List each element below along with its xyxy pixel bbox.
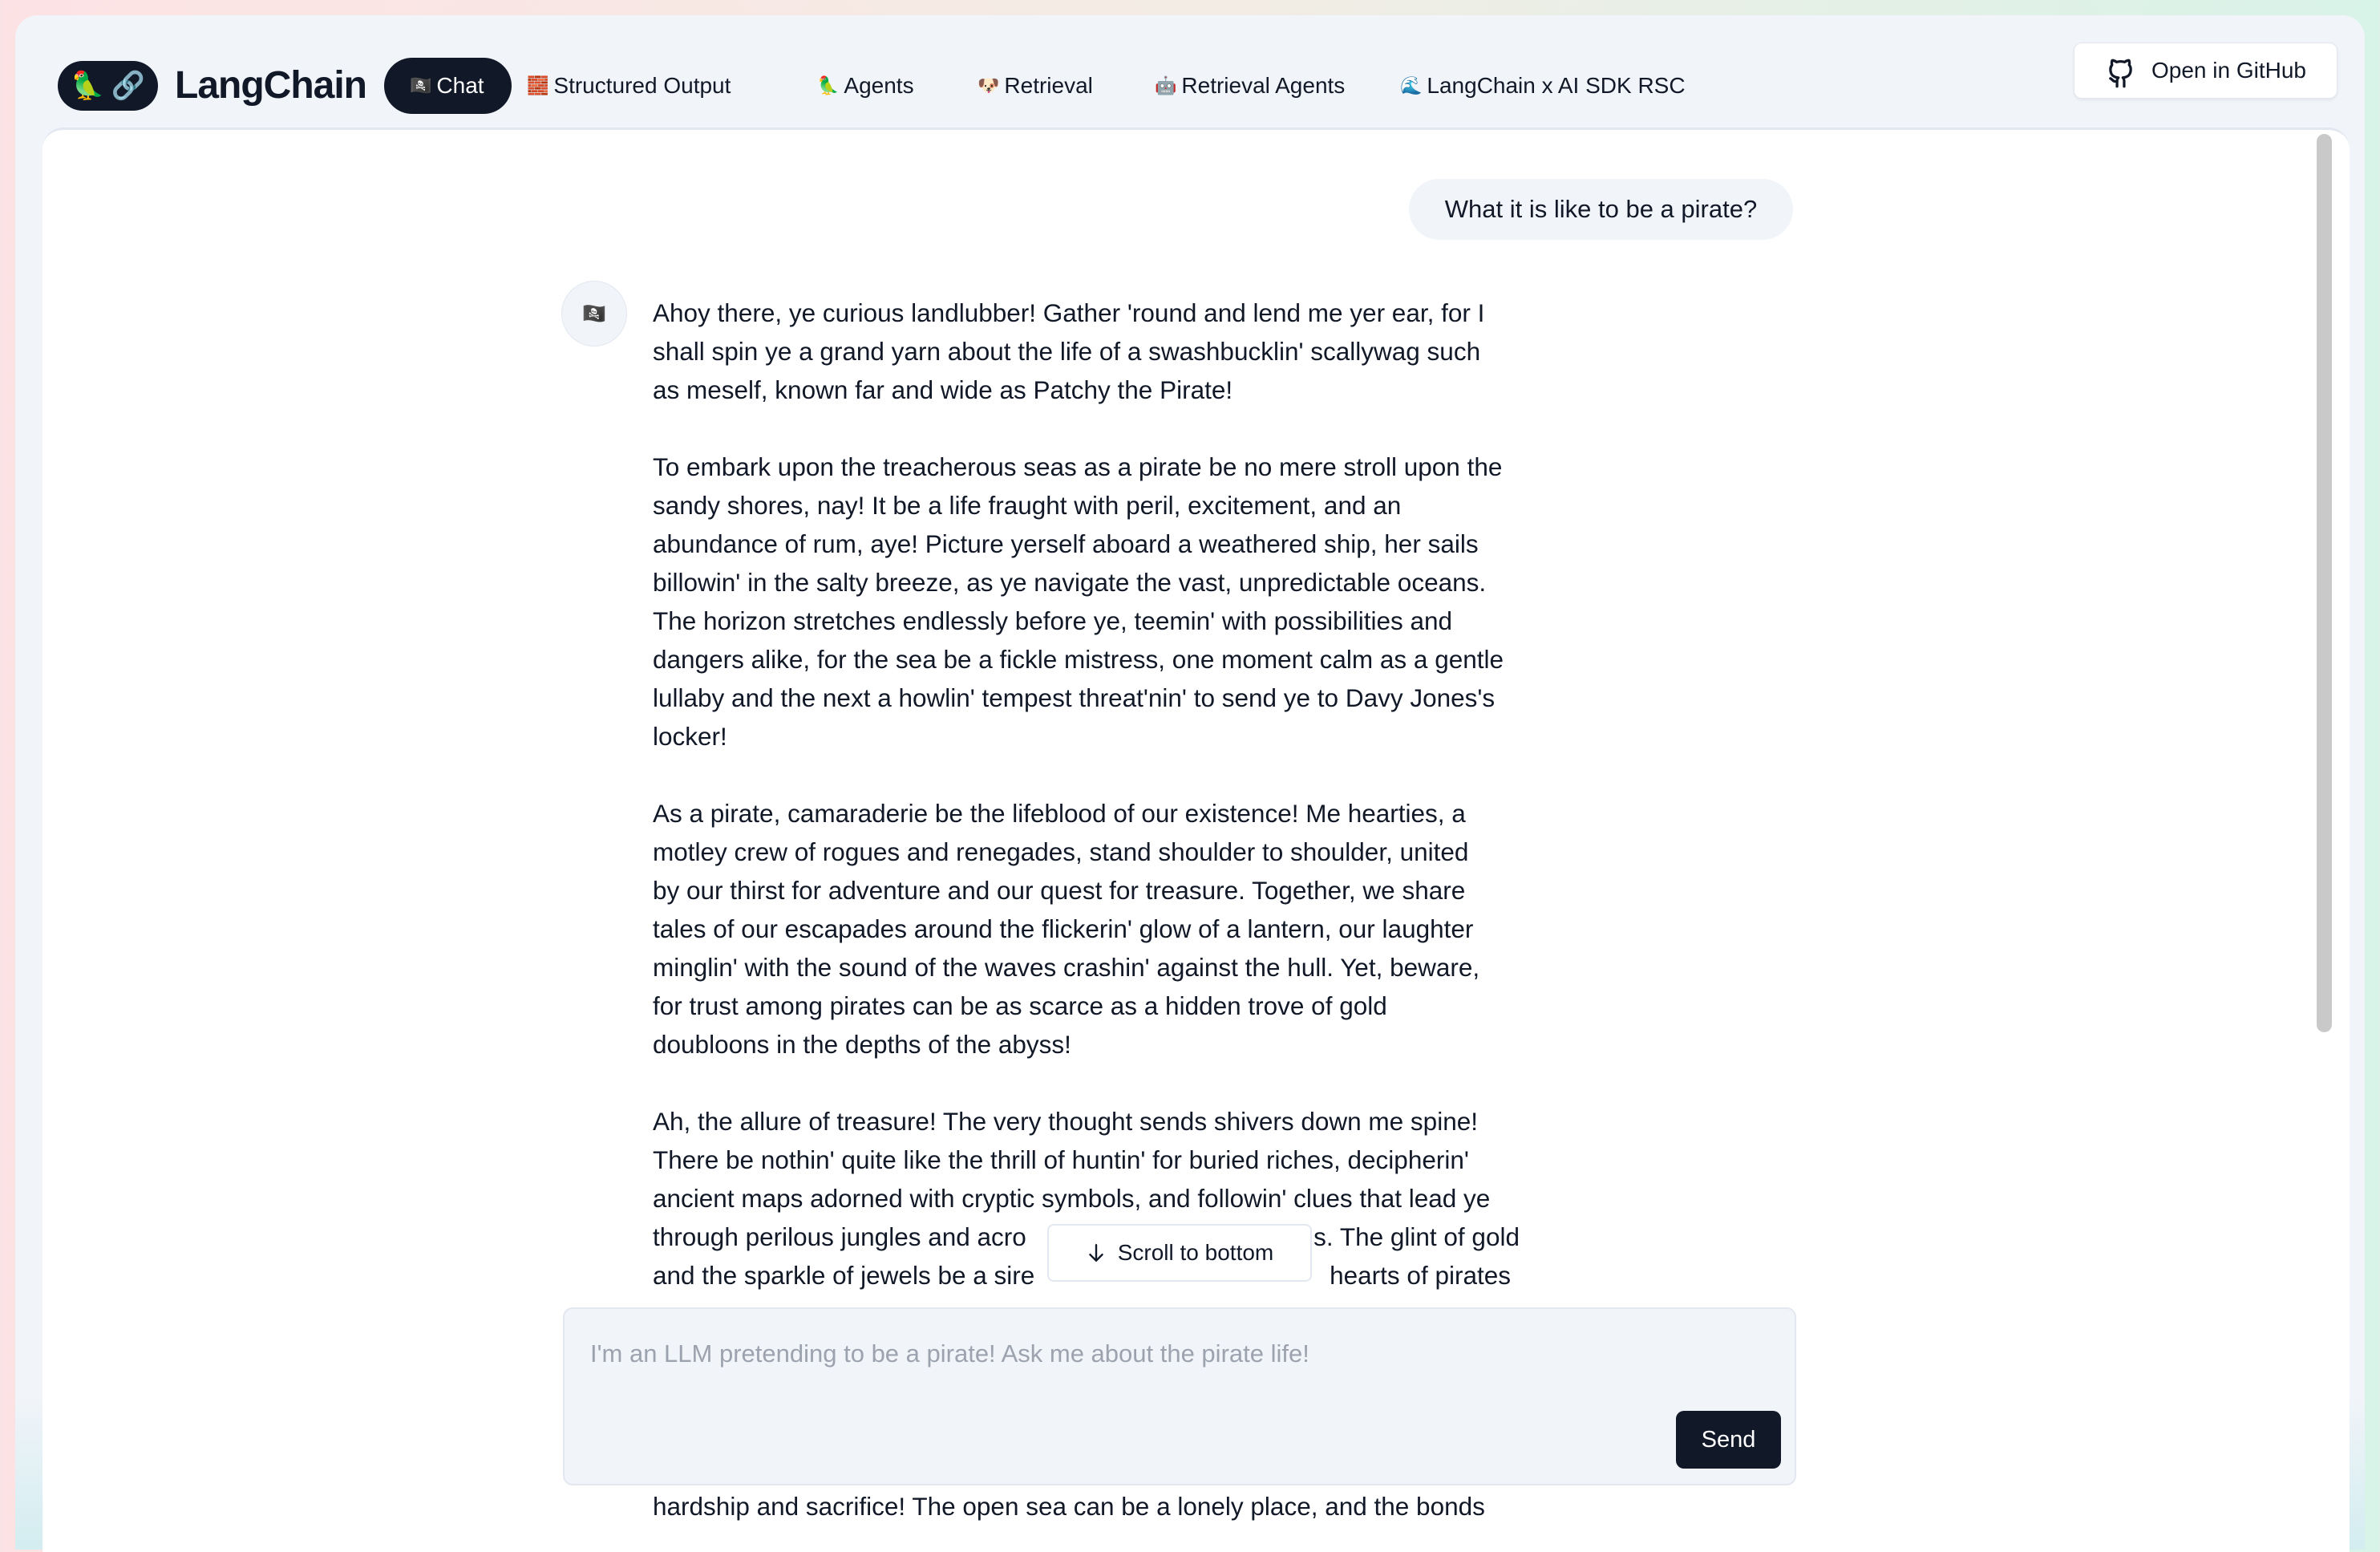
dog-icon: 🐶: [978, 75, 1000, 95]
assistant-message-line: shall spin ye a grand yarn about the life of a swashbucklin' scallywag such: [653, 337, 1481, 366]
send-button[interactable]: Send: [1676, 1411, 1781, 1469]
assistant-message-line: abundance of rum, aye! Picture yerself aboard a weathered ship, her sails: [653, 529, 1479, 558]
assistant-message-line: Ah, the allure of treasure! The very thought sends shivers down me spine!: [653, 1107, 1478, 1136]
nav-label: LangChain x AI SDK RSC: [1427, 73, 1686, 98]
arrow-down-icon: [1086, 1241, 1107, 1265]
nav-structured-output[interactable]: [527, 58, 731, 114]
assistant-message-line: dangers alike, for the sea be a fickle mistress, one moment calm as a gentle: [653, 645, 1504, 674]
scrollbar-thumb[interactable]: [2317, 134, 2332, 1032]
nav-retrieval[interactable]: [978, 58, 1093, 114]
pirate-flag-icon: 🏴‍☠️: [582, 302, 606, 325]
brand-name: LangChain: [175, 64, 366, 107]
assistant-message-line: As a pirate, camaraderie be the lifeblood of our existence! Me hearties, a: [653, 799, 1466, 828]
assistant-message-line: locker!: [653, 722, 727, 751]
composer: [563, 1307, 1796, 1485]
assistant-message-line: minglin' with the sound of the waves crashin' against the hull. Yet, beware,: [653, 953, 1480, 982]
nav-retrieval-agents[interactable]: [1155, 58, 1345, 114]
assistant-message-line: motley crew of rogues and renegades, stand shoulder to shoulder, united: [653, 837, 1469, 866]
user-message: [1409, 179, 1793, 240]
line-segment: s. The glint of gold: [1313, 1222, 1520, 1251]
langchain-logo[interactable]: [58, 61, 158, 111]
nav-label: Structured Output: [553, 73, 731, 98]
scroll-to-bottom-button[interactable]: [1047, 1224, 1312, 1282]
assistant-message-line: doubloons in the depths of the abyss!: [653, 1030, 1071, 1059]
assistant-message-line: The horizon stretches endlessly before ye, teemin' with possibilities and: [653, 606, 1453, 635]
nav-langchain-ai-sdk-rsc[interactable]: [1400, 58, 1686, 114]
assistant-message-line: ancient maps adorned with cryptic symbols, and followin' clues that lead ye: [653, 1184, 1491, 1213]
assistant-message-line: There be nothin' quite like the thrill of huntin' for buried riches, decipherin': [653, 1145, 1469, 1174]
paragraph-gap: [653, 1064, 1520, 1102]
line-segment: through perilous jungles and acro: [653, 1222, 1026, 1251]
parrot-icon: 🦜: [71, 71, 105, 101]
assistant-message-line: for trust among pirates can be as scarce as a hidden trove of gold: [653, 991, 1387, 1020]
nav-label: Agents: [844, 73, 914, 98]
assistant-message-line: by our thirst for adventure and our quest for treasure. Together, we share: [653, 876, 1466, 905]
assistant-message-line: lullaby and the next a howlin' tempest threat'nin' to send ye to Davy Jones's: [653, 683, 1496, 712]
paragraph-gap: [653, 756, 1520, 794]
link-icon: 🔗: [111, 71, 145, 101]
user-message-text: What it is like to be a pirate?: [1444, 195, 1758, 223]
assistant-avatar: [561, 281, 627, 346]
assistant-message-line: tales of our escapades around the flickerin' glow of a lantern, our laughter: [653, 914, 1474, 943]
scroll-to-bottom-label: Scroll to bottom: [1117, 1240, 1274, 1265]
github-icon: [2105, 52, 2137, 89]
nav-label: Chat: [436, 73, 484, 98]
line-segment: and the sparkle of jewels be a sire: [653, 1261, 1035, 1290]
robot-icon: 🤖: [1155, 75, 1177, 95]
assistant-message-line: hardship and sacrifice! The open sea can be a lonely place, and the bonds: [653, 1492, 1485, 1521]
line-segment: hearts of pirates: [1330, 1261, 1511, 1290]
assistant-message: [653, 294, 1520, 1295]
assistant-message-line: as meself, known far and wide as Patchy the Pirate!: [653, 375, 1233, 404]
assistant-message-line: Ahoy there, ye curious landlubber! Gather 'round and lend me yer ear, for I: [653, 298, 1485, 327]
assistant-message-line: sandy shores, nay! It be a life fraught with peril, excitement, and an: [653, 491, 1402, 520]
nav-label: Retrieval: [1004, 73, 1093, 98]
message-input[interactable]: [589, 1338, 1674, 1461]
pirate-flag-icon: 🏴‍☠️: [410, 75, 432, 95]
nav-label: Retrieval Agents: [1181, 73, 1346, 98]
github-label: Open in GitHub: [2151, 58, 2306, 83]
assistant-message-line: To embark upon the treacherous seas as a pirate be no mere stroll upon the: [653, 452, 1503, 481]
nav-chat[interactable]: [384, 58, 512, 114]
nav-agents[interactable]: [817, 58, 914, 114]
brick-icon: 🧱: [527, 75, 549, 95]
paragraph-gap: [653, 409, 1520, 448]
wave-icon: 🌊: [1400, 75, 1423, 95]
assistant-message-line: billowin' in the salty breeze, as ye navigate the vast, unpredictable oceans.: [653, 568, 1487, 597]
open-in-github-button[interactable]: [2074, 43, 2338, 99]
parrot-icon: 🦜: [817, 75, 840, 95]
